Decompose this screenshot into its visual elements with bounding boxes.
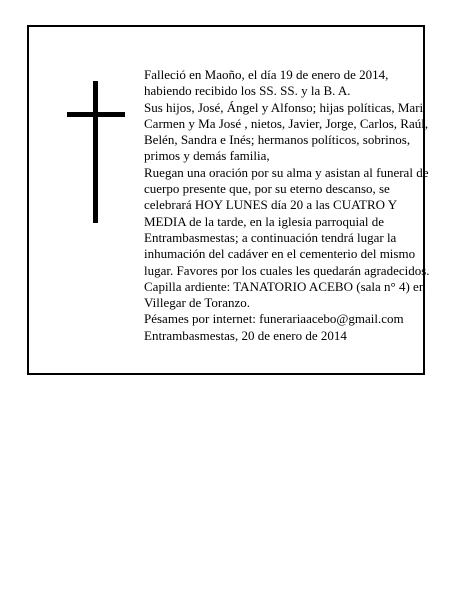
notice-line: Falleció en Maoño, el día 19 de enero de 2014, [144, 67, 389, 82]
notice-line: lugar. Favores por los cuales les quedarán agradecidos. [144, 262, 430, 278]
notice-line: cuerpo presente que, por su eterno descanso, se [144, 181, 390, 197]
notice-line: Sus hijos, José, Ángel y Alfonso; hijas políticas, Mari [144, 99, 424, 115]
notice-line: Capilla ardiente: TANATORIO ACEBO (sala n° 4) en [144, 278, 426, 294]
notice-text [144, 67, 446, 344]
notice-line: inhumación del cadáver en el cementerio del mismo [144, 246, 416, 262]
cross-vertical-bar [93, 81, 98, 223]
notice-line: habiendo recibido los SS. SS. y la B. A. [144, 83, 351, 99]
notice-line: Entrambasmestas, 20 de enero de 2014 [144, 327, 347, 343]
notice-line: Villegar de Toranzo. [144, 295, 250, 311]
notice-line: celebrará HOY LUNES día 20 a las CUATRO Y [144, 197, 398, 213]
obituary-notice [27, 25, 430, 375]
notice-line: Belén, Sandra e Inés; hermanos políticos, sobrinos, [144, 132, 411, 148]
notice-line: Ruegan una oración por su alma y asistan al funeral de [144, 164, 429, 180]
notice-line: Entrambasmestas; a continuación tendrá lugar la [144, 229, 397, 245]
notice-line: MEDIA de la tarde, en la iglesia parroquial de [144, 213, 385, 229]
email-link-line: Pésames por internet: funerariaacebo@gmail.com [144, 311, 404, 327]
cross-horizontal-bar [67, 112, 125, 117]
notice-line: Carmen y Ma José , nietos, Javier, Jorge, Carlos, Raúl, [144, 115, 429, 131]
notice-line: primos y demás familia, [144, 148, 270, 164]
